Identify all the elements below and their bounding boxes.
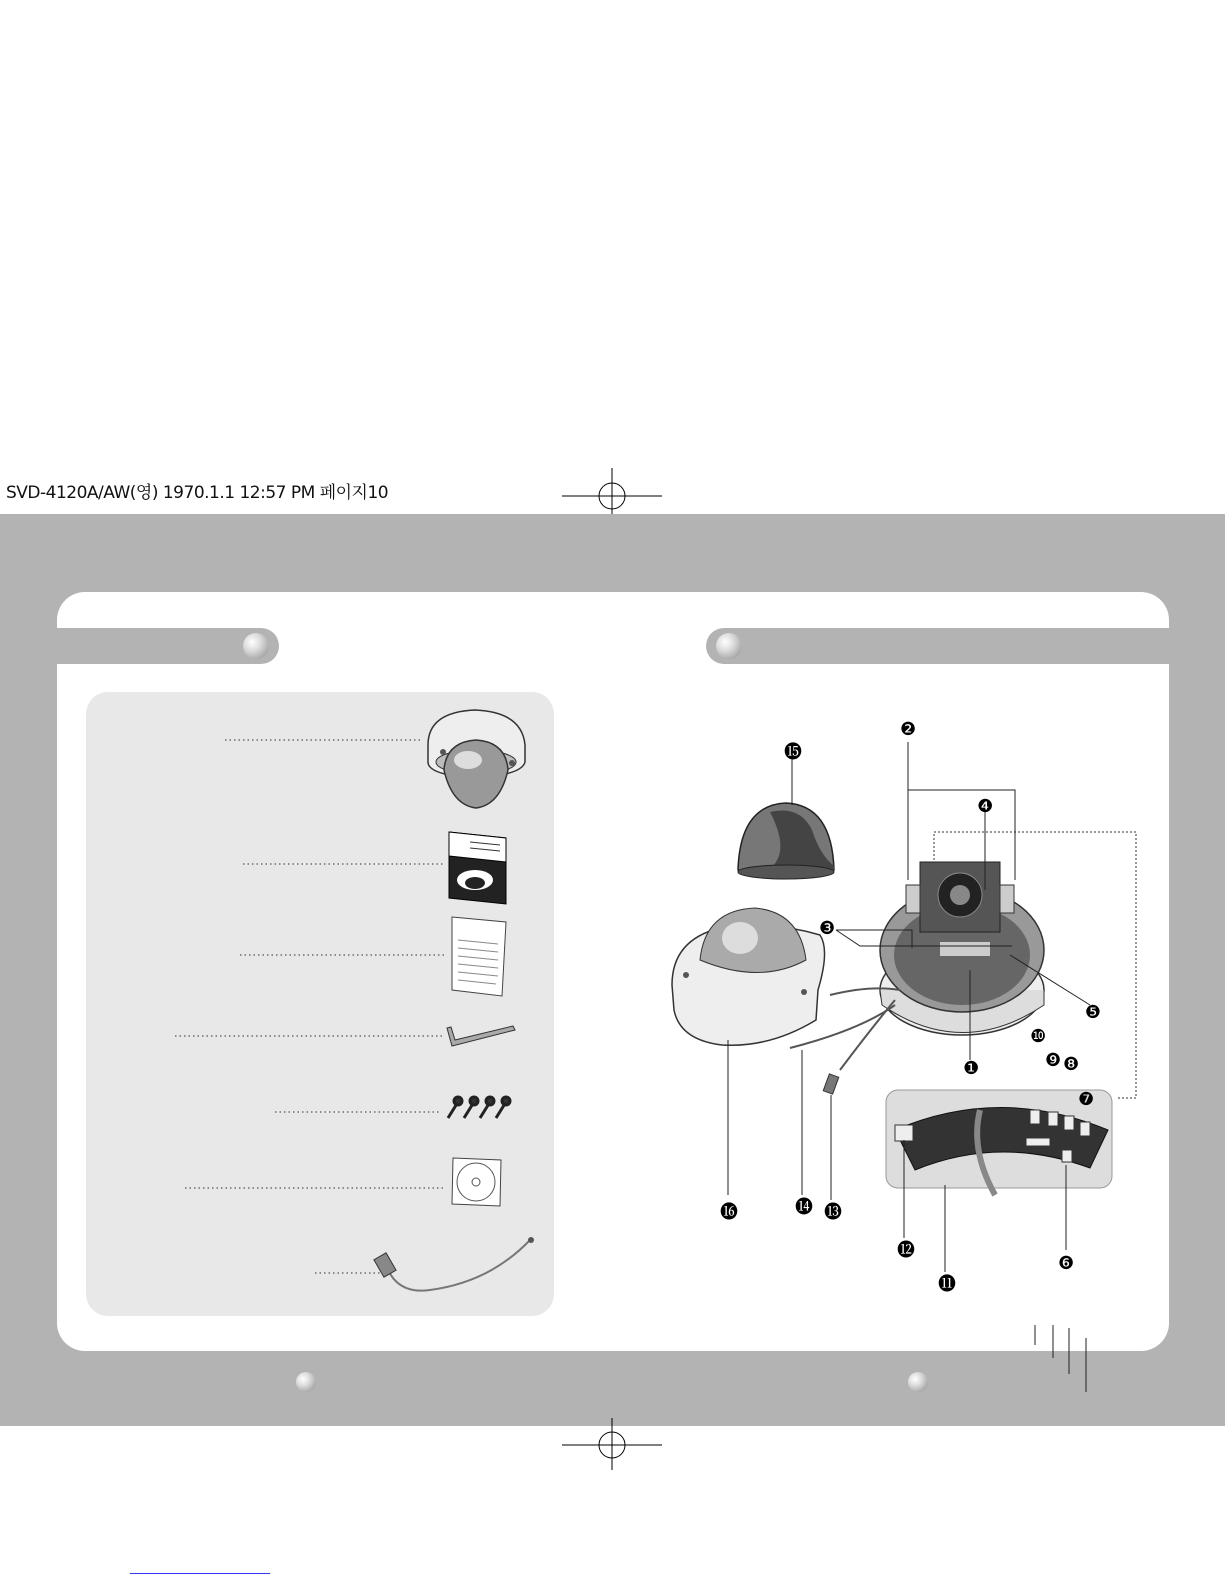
callout-4: ❹ (977, 796, 994, 817)
callout-11: ⓫ (938, 1274, 956, 1295)
dome-cover-part (738, 803, 834, 879)
callout-6: ❻ (1058, 1253, 1075, 1274)
callout-9: ❾ (1045, 1050, 1062, 1071)
callout-14: ⓮ (795, 1197, 813, 1218)
page-ball-left-icon (296, 1372, 316, 1392)
footer-underline (130, 1573, 270, 1574)
bnc-connector-part (823, 1074, 839, 1094)
callout-3: ❸ (819, 918, 836, 939)
page-ball-right-icon (908, 1372, 928, 1392)
callout-1: ❶ (963, 1058, 980, 1079)
callout-10: ❿ (1030, 1026, 1047, 1047)
callout-16: ⓰ (720, 1202, 738, 1223)
callout-5: ❺ (1085, 1002, 1102, 1023)
callout-13: ⓭ (824, 1202, 842, 1223)
callout-2: ❷ (900, 719, 917, 740)
housing-part (672, 908, 825, 1045)
print-slug: SVD-4120A/AW(영) 1970.1.1 12:57 PM 페이지10 (6, 483, 389, 503)
callout-15: ⓯ (784, 742, 802, 763)
callout-7: ❼ (1078, 1089, 1095, 1110)
callout-8: ❽ (1063, 1054, 1080, 1075)
camera-base-part (880, 862, 1044, 1035)
callout-12: ⓬ (897, 1240, 915, 1261)
